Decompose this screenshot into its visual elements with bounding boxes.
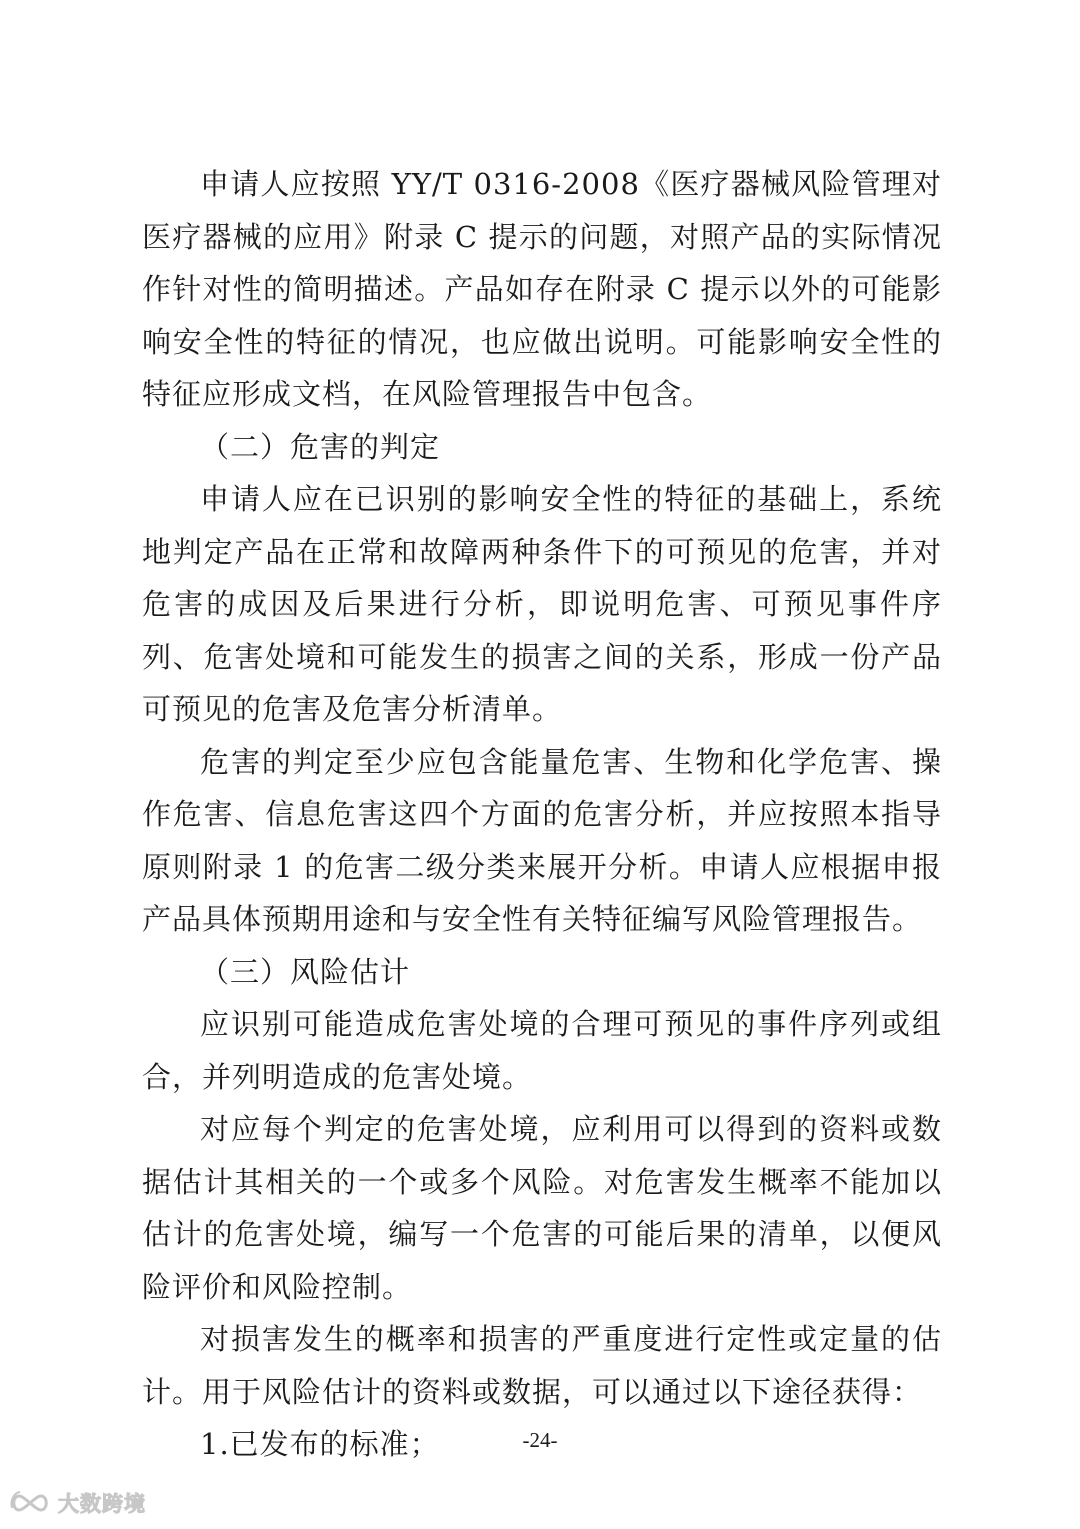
- infinity-logo-icon: [8, 1490, 52, 1516]
- paragraph-hazard-identification: 申请人应在已识别的影响安全性的特征的基础上，系统地判定产品在正常和故障两种条件下的可预见的危害，并对危害的成因及后果进行分析，即说明危害、可预见事件序列、危害处境和可能发生的损害之间的关系，形成一份产品可预见的危害及危害分析清单。: [142, 482, 942, 726]
- paragraph-probability-severity: 对损害发生的概率和损害的严重度进行定性或定量的估计。用于风险估计的资料或数据，可以通过以下途径获得：: [142, 1322, 942, 1409]
- paragraph-risk-per-situation: 对应每个判定的危害处境，应利用可以得到的资料或数据估计其相关的一个或多个风险。对危害发生概率不能加以估计的危害处境，编写一个危害的可能后果的清单，以便风险评价和风险控制。: [142, 1112, 942, 1304]
- section-heading-hazard-identification: （二）危害的判定: [200, 429, 441, 464]
- document-body: [142, 158, 942, 1471]
- watermark-text: 大数跨境: [58, 1492, 146, 1516]
- paragraph-hazard-categories: 危害的判定至少应包含能量危害、生物和化学危害、操作危害、信息危害这四个方面的危害分析，并应按照本指导原则附录 1 的危害二级分类来展开分析。申请人应根据申报产品具体预期用途和与安全性有关特征编写风险管理报告。: [142, 744, 942, 936]
- paragraph-event-sequences: 应识别可能造成危害处境的合理可预见的事件序列或组合，并列明造成的危害处境。: [142, 1007, 942, 1094]
- paragraph-risk-characteristics: 申请人应按照 YY/T 0316-2008《医疗器械风险管理对医疗器械的应用》附录 C 提示的问题，对照产品的实际情况作针对性的简明描述。产品如存在附录 C 提示以外的可能影响安全性的特征的情况，也应做出说明。可能影响安全性的特征应形成文档，在风险管理报告中包含。: [142, 167, 942, 411]
- list-item-published-standards: 1.已发布的标准；: [200, 1427, 440, 1461]
- page-number: -24-: [522, 1428, 558, 1452]
- watermark: [8, 1488, 146, 1518]
- section-heading-risk-estimation: （三）风险估计: [200, 954, 411, 989]
